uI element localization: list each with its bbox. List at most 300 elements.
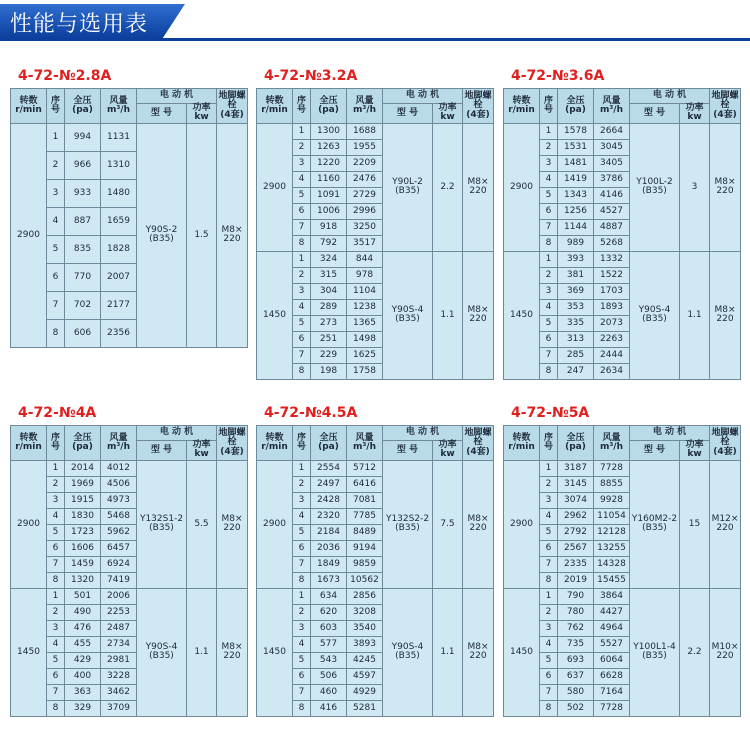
pressure-cell: 329 xyxy=(65,700,101,716)
col-power-label: 功率 xyxy=(192,440,211,450)
flow-cell: 2006 xyxy=(101,588,137,604)
motor-model-name: Y90S-4 xyxy=(145,641,178,652)
seq-cell: 8 xyxy=(293,572,311,588)
pressure-cell: 460 xyxy=(311,684,347,700)
page-header xyxy=(0,0,750,42)
pressure-cell: 966 xyxy=(65,151,101,179)
motor-model-code: (B35) xyxy=(642,186,667,197)
col-pressure-label: 全压 xyxy=(566,95,585,106)
flow-cell: 1659 xyxy=(101,207,137,235)
flow-cell: 3462 xyxy=(101,684,137,700)
speed-cell: 2900 xyxy=(257,460,293,588)
bolt-cell xyxy=(463,588,494,716)
seq-cell: 6 xyxy=(540,331,558,347)
col-bolt-note: (4套) xyxy=(220,109,244,120)
motor-model-cell xyxy=(383,251,433,379)
flow-cell: 2664 xyxy=(594,123,630,139)
motor-model-name: Y90S-4 xyxy=(391,304,424,315)
seq-cell: 5 xyxy=(47,524,65,540)
motor-model-code: (B35) xyxy=(395,651,420,662)
col-bolt-header xyxy=(217,426,248,461)
col-power-label: 功率 xyxy=(438,440,457,450)
flow-cell: 7785 xyxy=(347,508,383,524)
flow-cell: 2734 xyxy=(101,636,137,652)
flow-cell: 13255 xyxy=(594,540,630,556)
seq-cell: 8 xyxy=(47,319,65,347)
col-bolt-label: 地脚螺栓 xyxy=(218,90,246,111)
col-pressure-unit: (pa) xyxy=(565,104,586,115)
seq-cell: 1 xyxy=(540,123,558,139)
pressure-cell: 603 xyxy=(311,620,347,636)
col-power-header xyxy=(680,104,710,124)
flow-cell: 8489 xyxy=(347,524,383,540)
col-motor-header: 电 动 机 xyxy=(137,426,217,441)
pressure-cell: 2567 xyxy=(558,540,594,556)
motor-model-name: Y132S1-2 xyxy=(139,513,184,524)
flow-cell: 14328 xyxy=(594,556,630,572)
flow-cell: 4245 xyxy=(347,652,383,668)
seq-cell: 1 xyxy=(540,460,558,476)
motor-model-cell xyxy=(383,460,433,588)
spec-table xyxy=(503,425,741,717)
flow-cell: 1498 xyxy=(347,331,383,347)
pressure-cell: 304 xyxy=(311,283,347,299)
bolt-length: 220 xyxy=(716,186,734,197)
speed-cell: 1450 xyxy=(504,251,540,379)
header-row xyxy=(257,426,494,441)
col-pressure-label: 全压 xyxy=(566,432,585,443)
seq-cell: 8 xyxy=(293,700,311,716)
power-cell: 3 xyxy=(680,123,710,251)
flow-cell: 3045 xyxy=(594,139,630,155)
flow-cell: 1310 xyxy=(101,151,137,179)
col-seq-header: 序号 xyxy=(293,89,311,124)
col-speed-unit: r/min xyxy=(508,104,535,115)
seq-cell: 3 xyxy=(293,283,311,299)
flow-cell: 6457 xyxy=(101,540,137,556)
col-pressure-unit: (pa) xyxy=(72,104,93,115)
col-flow-header xyxy=(347,426,383,461)
col-speed-label: 转数 xyxy=(265,95,284,106)
col-flow-unit: m³/h xyxy=(352,104,376,115)
header-row xyxy=(257,89,494,104)
pressure-cell: 1343 xyxy=(558,187,594,203)
pressure-cell: 393 xyxy=(558,251,594,267)
col-pressure-label: 全压 xyxy=(319,432,338,443)
pressure-cell: 247 xyxy=(558,363,594,379)
bolt-size: M8× xyxy=(221,224,243,235)
col-flow-header xyxy=(347,89,383,124)
flow-cell: 3208 xyxy=(347,604,383,620)
flow-cell: 4146 xyxy=(594,187,630,203)
bolt-cell xyxy=(710,251,741,379)
seq-cell: 4 xyxy=(540,299,558,315)
seq-cell: 1 xyxy=(293,123,311,139)
pressure-cell: 289 xyxy=(311,299,347,315)
flow-cell: 4597 xyxy=(347,668,383,684)
motor-model-cell xyxy=(137,123,187,347)
seq-cell: 7 xyxy=(293,556,311,572)
pressure-cell: 1256 xyxy=(558,203,594,219)
col-motor-model-header: 型 号 xyxy=(630,441,680,461)
flow-cell: 7164 xyxy=(594,684,630,700)
bolt-cell xyxy=(710,588,741,716)
seq-cell: 4 xyxy=(540,636,558,652)
col-power-header xyxy=(187,441,217,461)
col-flow-unit: m³/h xyxy=(106,104,130,115)
flow-cell: 2209 xyxy=(347,155,383,171)
flow-cell: 1365 xyxy=(347,315,383,331)
flow-cell: 5468 xyxy=(101,508,137,524)
col-motor-header: 电 动 机 xyxy=(630,426,710,441)
col-flow-label: 风量 xyxy=(602,95,621,106)
pressure-cell: 835 xyxy=(65,235,101,263)
motor-model-code: (B35) xyxy=(395,186,420,197)
bolt-size: M8× xyxy=(221,513,243,524)
col-power-label: 功率 xyxy=(192,103,211,113)
seq-cell: 2 xyxy=(293,604,311,620)
col-power-unit: kw xyxy=(194,449,209,460)
seq-cell: 5 xyxy=(540,524,558,540)
speed-cell: 2900 xyxy=(257,123,293,251)
seq-cell: 4 xyxy=(540,508,558,524)
flow-cell: 1893 xyxy=(594,299,630,315)
flow-cell: 2856 xyxy=(347,588,383,604)
seq-cell: 1 xyxy=(47,588,65,604)
col-motor-model-header: 型 号 xyxy=(383,104,433,124)
table-row xyxy=(257,123,494,139)
pressure-cell: 2036 xyxy=(311,540,347,556)
flow-cell: 2487 xyxy=(101,620,137,636)
seq-cell: 7 xyxy=(47,684,65,700)
speed-cell: 1450 xyxy=(11,588,47,716)
seq-cell: 8 xyxy=(47,700,65,716)
pressure-cell: 1830 xyxy=(65,508,101,524)
pressure-cell: 1091 xyxy=(311,187,347,203)
pressure-cell: 369 xyxy=(558,283,594,299)
pressure-cell: 1915 xyxy=(65,492,101,508)
seq-cell: 3 xyxy=(540,620,558,636)
col-power-label: 功率 xyxy=(685,103,704,113)
motor-model-name: Y90L-2 xyxy=(392,176,423,187)
col-pressure-header xyxy=(558,426,594,461)
seq-cell: 8 xyxy=(540,572,558,588)
col-seq-header: 序号 xyxy=(540,426,558,461)
pressure-cell: 1849 xyxy=(311,556,347,572)
seq-cell: 2 xyxy=(293,267,311,283)
seq-cell: 8 xyxy=(293,235,311,251)
motor-model-code: (B35) xyxy=(149,523,174,534)
seq-cell: 6 xyxy=(293,331,311,347)
flow-cell: 9928 xyxy=(594,492,630,508)
pressure-cell: 429 xyxy=(65,652,101,668)
col-speed-unit: r/min xyxy=(508,441,535,452)
table-row xyxy=(11,460,248,476)
header-row xyxy=(504,89,741,104)
table-row xyxy=(11,123,248,151)
seq-cell: 5 xyxy=(47,235,65,263)
col-seq-header: 序号 xyxy=(47,89,65,124)
table-row xyxy=(504,251,741,267)
flow-cell: 4964 xyxy=(594,620,630,636)
pressure-cell: 762 xyxy=(558,620,594,636)
seq-cell: 2 xyxy=(540,267,558,283)
pressure-cell: 2497 xyxy=(311,476,347,492)
pressure-cell: 1578 xyxy=(558,123,594,139)
power-cell: 7.5 xyxy=(433,460,463,588)
col-speed-header xyxy=(257,426,293,461)
col-bolt-note: (4套) xyxy=(466,446,490,457)
bolt-size: M8× xyxy=(467,641,489,652)
seq-cell: 7 xyxy=(293,347,311,363)
flow-cell: 2007 xyxy=(101,263,137,291)
flow-cell: 3405 xyxy=(594,155,630,171)
pressure-cell: 315 xyxy=(311,267,347,283)
col-motor-model-header: 型 号 xyxy=(137,104,187,124)
header-row xyxy=(504,426,741,441)
pressure-cell: 543 xyxy=(311,652,347,668)
pressure-cell: 702 xyxy=(65,291,101,319)
pressure-cell: 285 xyxy=(558,347,594,363)
seq-cell: 7 xyxy=(540,684,558,700)
seq-cell: 3 xyxy=(47,620,65,636)
motor-model-name: Y160M2-2 xyxy=(631,513,678,524)
pressure-cell: 2554 xyxy=(311,460,347,476)
col-bolt-header xyxy=(710,89,741,124)
flow-cell: 5962 xyxy=(101,524,137,540)
flow-cell: 7728 xyxy=(594,460,630,476)
pressure-cell: 2335 xyxy=(558,556,594,572)
power-cell: 1.1 xyxy=(433,588,463,716)
flow-cell: 2073 xyxy=(594,315,630,331)
bolt-cell xyxy=(217,123,248,347)
pressure-cell: 933 xyxy=(65,179,101,207)
flow-cell: 4929 xyxy=(347,684,383,700)
flow-cell: 10562 xyxy=(347,572,383,588)
col-speed-header xyxy=(257,89,293,124)
speed-cell: 2900 xyxy=(11,123,47,347)
pressure-cell: 1144 xyxy=(558,219,594,235)
page-title: 性能与选用表 xyxy=(10,12,149,37)
seq-cell: 4 xyxy=(47,508,65,524)
seq-cell: 8 xyxy=(47,572,65,588)
speed-cell: 2900 xyxy=(504,123,540,251)
seq-cell: 1 xyxy=(540,251,558,267)
power-cell: 1.1 xyxy=(433,251,463,379)
bolt-cell xyxy=(710,460,741,588)
speed-cell: 2900 xyxy=(11,460,47,588)
table-row xyxy=(504,123,741,139)
pressure-cell: 400 xyxy=(65,668,101,684)
col-flow-unit: m³/h xyxy=(599,441,623,452)
flow-cell: 6064 xyxy=(594,652,630,668)
motor-model-cell xyxy=(630,460,680,588)
pressure-cell: 353 xyxy=(558,299,594,315)
motor-model-cell xyxy=(383,123,433,251)
flow-cell: 2996 xyxy=(347,203,383,219)
seq-cell: 6 xyxy=(47,263,65,291)
col-pressure-header xyxy=(558,89,594,124)
seq-cell: 8 xyxy=(293,363,311,379)
col-power-unit: kw xyxy=(687,112,702,123)
spec-table xyxy=(503,88,741,380)
motor-model-code: (B35) xyxy=(642,523,667,534)
col-speed-unit: r/min xyxy=(261,441,288,452)
seq-cell: 5 xyxy=(293,524,311,540)
bolt-size: M10× xyxy=(711,641,739,652)
col-speed-header xyxy=(11,89,47,124)
col-motor-header: 电 动 机 xyxy=(137,89,217,104)
motor-model-code: (B35) xyxy=(642,314,667,325)
pressure-cell: 476 xyxy=(65,620,101,636)
table-row xyxy=(257,588,494,604)
table-row xyxy=(504,588,741,604)
flow-cell: 3864 xyxy=(594,588,630,604)
pressure-cell: 501 xyxy=(65,588,101,604)
pressure-cell: 1673 xyxy=(311,572,347,588)
seq-cell: 3 xyxy=(47,179,65,207)
table-row xyxy=(257,251,494,267)
flow-cell: 2253 xyxy=(101,604,137,620)
seq-cell: 2 xyxy=(540,604,558,620)
seq-cell: 2 xyxy=(47,151,65,179)
header-rule xyxy=(0,38,750,41)
pressure-cell: 1606 xyxy=(65,540,101,556)
flow-cell: 1625 xyxy=(347,347,383,363)
motor-model-code: (B35) xyxy=(149,234,174,245)
speed-cell: 2900 xyxy=(504,460,540,588)
seq-cell: 7 xyxy=(540,347,558,363)
model-title: 4-72-№3.6A xyxy=(511,68,605,84)
pressure-cell: 693 xyxy=(558,652,594,668)
pressure-cell: 2014 xyxy=(65,460,101,476)
seq-cell: 4 xyxy=(293,636,311,652)
flow-cell: 4012 xyxy=(101,460,137,476)
pressure-cell: 989 xyxy=(558,235,594,251)
seq-cell: 4 xyxy=(47,636,65,652)
col-bolt-header xyxy=(710,426,741,461)
col-speed-label: 转数 xyxy=(19,432,38,443)
motor-model-cell xyxy=(630,123,680,251)
spec-table xyxy=(10,425,248,717)
col-flow-unit: m³/h xyxy=(599,104,623,115)
pressure-cell: 2792 xyxy=(558,524,594,540)
col-pressure-header xyxy=(65,426,101,461)
seq-cell: 7 xyxy=(293,219,311,235)
power-cell: 1.5 xyxy=(187,123,217,347)
seq-cell: 2 xyxy=(47,604,65,620)
pressure-cell: 580 xyxy=(558,684,594,700)
motor-model-cell xyxy=(137,588,187,716)
bolt-length: 220 xyxy=(469,651,487,662)
seq-cell: 8 xyxy=(540,363,558,379)
motor-model-name: Y90S-4 xyxy=(638,304,671,315)
col-speed-unit: r/min xyxy=(261,104,288,115)
seq-cell: 5 xyxy=(540,187,558,203)
bolt-length: 220 xyxy=(223,651,241,662)
seq-cell: 4 xyxy=(293,171,311,187)
col-pressure-header xyxy=(311,89,347,124)
pressure-cell: 770 xyxy=(65,263,101,291)
col-speed-unit: r/min xyxy=(15,104,42,115)
motor-model-name: Y100L1-4 xyxy=(633,641,676,652)
speed-cell: 1450 xyxy=(257,588,293,716)
flow-cell: 5268 xyxy=(594,235,630,251)
flow-cell: 6416 xyxy=(347,476,383,492)
seq-cell: 8 xyxy=(540,700,558,716)
col-flow-unit: m³/h xyxy=(352,441,376,452)
pressure-cell: 506 xyxy=(311,668,347,684)
flow-cell: 844 xyxy=(347,251,383,267)
pressure-cell: 735 xyxy=(558,636,594,652)
flow-cell: 7081 xyxy=(347,492,383,508)
motor-model-cell xyxy=(137,460,187,588)
header-row xyxy=(11,89,248,104)
col-pressure-unit: (pa) xyxy=(565,441,586,452)
pressure-cell: 1263 xyxy=(311,139,347,155)
flow-cell: 1522 xyxy=(594,267,630,283)
seq-cell: 3 xyxy=(293,620,311,636)
pressure-cell: 994 xyxy=(65,123,101,151)
col-flow-label: 风量 xyxy=(109,95,128,106)
power-cell: 1.1 xyxy=(187,588,217,716)
flow-cell: 2356 xyxy=(101,319,137,347)
col-pressure-label: 全压 xyxy=(319,95,338,106)
seq-cell: 7 xyxy=(540,219,558,235)
seq-cell: 2 xyxy=(540,139,558,155)
pressure-cell: 363 xyxy=(65,684,101,700)
col-bolt-label: 地脚螺栓 xyxy=(711,90,739,111)
flow-cell: 7728 xyxy=(594,700,630,716)
seq-cell: 8 xyxy=(540,235,558,251)
pressure-cell: 1220 xyxy=(311,155,347,171)
pressure-cell: 790 xyxy=(558,588,594,604)
flow-cell: 5527 xyxy=(594,636,630,652)
motor-model-name: Y90S-2 xyxy=(145,224,178,235)
spec-table xyxy=(10,88,248,348)
flow-cell: 7419 xyxy=(101,572,137,588)
motor-model-cell xyxy=(383,588,433,716)
flow-cell: 3786 xyxy=(594,171,630,187)
bolt-cell xyxy=(463,460,494,588)
seq-cell: 4 xyxy=(293,508,311,524)
col-motor-header: 电 动 机 xyxy=(383,426,463,441)
col-seq-header: 序号 xyxy=(293,426,311,461)
model-title: 4-72-№3.2A xyxy=(264,68,358,84)
seq-cell: 2 xyxy=(47,476,65,492)
col-motor-model-header: 型 号 xyxy=(630,104,680,124)
pressure-cell: 455 xyxy=(65,636,101,652)
seq-cell: 3 xyxy=(293,492,311,508)
flow-cell: 3517 xyxy=(347,235,383,251)
col-bolt-label: 地脚螺栓 xyxy=(218,427,246,448)
seq-cell: 6 xyxy=(293,203,311,219)
pressure-cell: 620 xyxy=(311,604,347,620)
pressure-cell: 2962 xyxy=(558,508,594,524)
flow-cell: 2444 xyxy=(594,347,630,363)
col-pressure-unit: (pa) xyxy=(318,441,339,452)
pressure-cell: 490 xyxy=(65,604,101,620)
col-pressure-header xyxy=(65,89,101,124)
col-bolt-header xyxy=(217,89,248,124)
col-bolt-label: 地脚螺栓 xyxy=(711,427,739,448)
spec-table xyxy=(256,425,494,717)
bolt-length: 220 xyxy=(469,314,487,325)
seq-cell: 6 xyxy=(47,540,65,556)
flow-cell: 1238 xyxy=(347,299,383,315)
col-flow-label: 风量 xyxy=(355,95,374,106)
flow-cell: 2476 xyxy=(347,171,383,187)
